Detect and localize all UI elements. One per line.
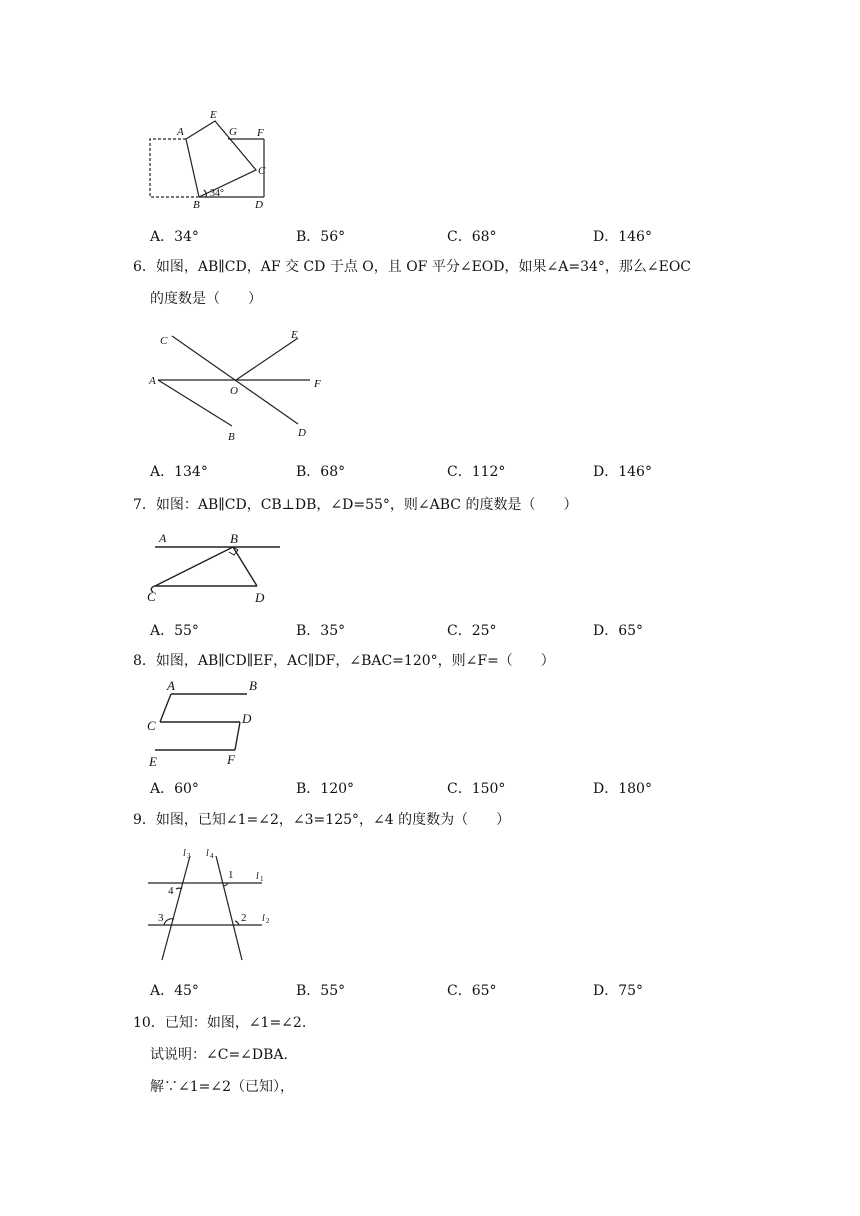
q7-option-d[interactable]: D．65° (593, 623, 644, 639)
q5-option-a[interactable]: A．34° (150, 229, 199, 245)
q7-label-c: C (147, 589, 156, 604)
q5-label-c: C (258, 165, 266, 177)
q5-label-f: F (257, 127, 264, 139)
q9-option-c[interactable]: C．65° (447, 983, 497, 999)
q10-stem-line2: 试说明：∠C=∠DBA. (150, 1047, 288, 1063)
q5-label-d: D (255, 199, 263, 210)
q7-label-a: A (159, 531, 167, 545)
q7-label-b: B (230, 531, 238, 546)
q8-label-f: F (227, 752, 235, 767)
q6-label-d: D (298, 427, 306, 439)
q8-stem-line1: 8．如图，AB∥CD∥EF，AC∥DF，∠BAC=120°，则∠F=（ ） (133, 653, 555, 669)
q9-option-b[interactable]: B．55° (296, 983, 346, 999)
q6-stem-line1: 6．如图，AB∥CD，AF 交 CD 于点 O，且 OF 平分∠EOD，如果∠A=34°，那么∠EOC (133, 259, 692, 275)
q8-label-e: E (149, 754, 157, 769)
q9-label-l1-sub: 1 (260, 875, 264, 883)
q9-stem-line1: 9．如图，已知∠1=∠2，∠3=125°，∠4 的度数为（ ） (133, 812, 511, 828)
q9-option-a[interactable]: A．45° (150, 983, 199, 999)
q9-label-l4-sub: 4 (210, 852, 214, 860)
q6-label-e: E (291, 329, 298, 341)
q5-angle-label: 34° (210, 188, 224, 199)
q6-option-d[interactable]: D．146° (593, 464, 652, 480)
q7-figure (145, 527, 290, 607)
q7-label-d: D (255, 590, 265, 605)
q7-option-b[interactable]: B．35° (296, 623, 346, 639)
q5-figure (140, 105, 280, 210)
q6-stem-line2: 的度数是（ ） (150, 291, 262, 307)
q5-option-d[interactable]: D．146° (593, 229, 652, 245)
q9-label-l1: l (256, 871, 259, 882)
q9-label-l2-sub: 2 (266, 917, 270, 925)
q9-label-l3-sub: 3 (187, 852, 191, 860)
q5-label-e: E (210, 109, 217, 121)
q9-angle-1: 1 (228, 869, 234, 881)
q8-label-a: A (167, 678, 175, 693)
q8-option-a[interactable]: A．60° (150, 781, 199, 797)
q8-option-c[interactable]: C．150° (447, 781, 506, 797)
q6-option-c[interactable]: C．112° (447, 464, 506, 480)
q8-label-c: C (147, 718, 156, 733)
q10-stem-line1: 10．已知：如图，∠1=∠2. (133, 1015, 307, 1031)
q5-option-c[interactable]: C．68° (447, 229, 497, 245)
q8-label-b: B (249, 678, 257, 693)
q9-angle-3: 3 (158, 912, 164, 924)
q6-label-o: O (230, 385, 238, 397)
q6-label-c: C (160, 335, 168, 347)
q9-figure (140, 842, 280, 967)
q8-option-b[interactable]: B．120° (296, 781, 355, 797)
q6-figure (140, 322, 340, 444)
q7-stem-line1: 7．如图：AB∥CD，CB⊥DB，∠D=55°，则∠ABC 的度数是（ ） (133, 497, 578, 513)
q8-label-d: D (242, 711, 252, 726)
q8-option-d[interactable]: D．180° (593, 781, 652, 797)
q7-option-c[interactable]: C．25° (447, 623, 497, 639)
q7-option-a[interactable]: A．55° (150, 623, 199, 639)
q5-label-a: A (177, 126, 184, 138)
q9-angle-2: 2 (241, 912, 247, 924)
q9-label-l4: l (206, 848, 209, 859)
q5-option-b[interactable]: B．56° (296, 229, 346, 245)
q9-angle-4: 4 (168, 885, 174, 897)
q6-option-b[interactable]: B．68° (296, 464, 346, 480)
q6-label-b: B (228, 431, 235, 443)
q9-label-l2: l (262, 913, 265, 924)
q9-option-d[interactable]: D．75° (593, 983, 644, 999)
q10-solution-line: 解∵∠1=∠2（已知）， (150, 1079, 295, 1095)
q8-figure (145, 676, 270, 771)
q9-label-l3: l (183, 848, 186, 859)
q6-label-f: F (314, 378, 321, 390)
q6-option-a[interactable]: A．134° (150, 464, 208, 480)
q5-label-b: B (193, 199, 200, 210)
q6-label-a: A (149, 375, 156, 387)
q5-label-g: G (229, 126, 237, 138)
